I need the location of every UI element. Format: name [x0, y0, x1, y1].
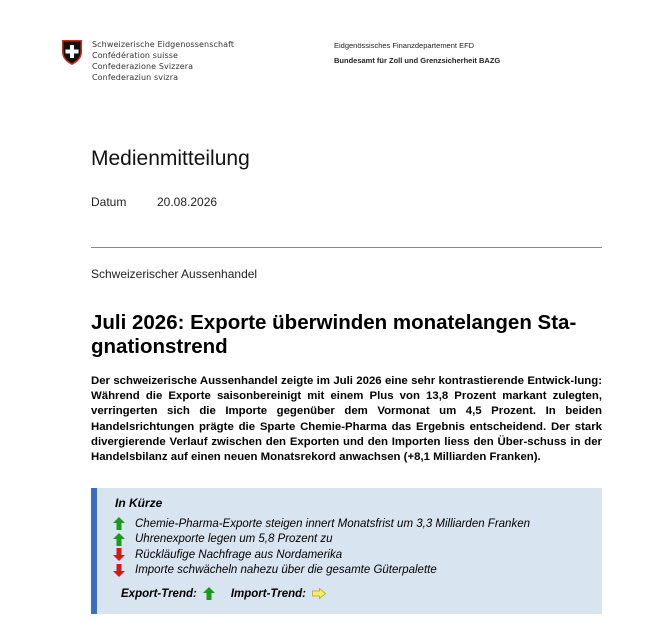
office-name: Bundesamt für Zoll und Grenzsicherheit BAZG	[334, 56, 501, 65]
date-value: 20.08.2026	[157, 195, 218, 209]
date-row	[91, 195, 217, 209]
import-trend-label: Import-Trend:	[230, 587, 306, 600]
trend-row	[121, 587, 326, 600]
lead-paragraph: Der schweizerische Aussenhandel zeigte im Juli 2026 eine sehr kontrastierende Entwick-lung: Während die Exporte saisonbereinigt mit einem Plus von 13,8 Prozent markant zulegten, verringerten sich die Importe gegenüber dem Vormonat um 4,5 Prozent. In beiden Handelsrichtungen prägte die Sparte Chemie-Pharma das Ergebnis entscheidend. Der stark divergierende Verlauf zwischen den Exporten und den Importen liess den Über-schuss in der Handelsbilanz auf einen neuen Monatsrekord anwachsen (+8,1 Milliarden Franken).	[91, 375, 602, 464]
logo-line-rm: Confederaziun svizra	[92, 73, 179, 82]
headline-line-1: Juli 2026: Exporte überwinden monatelangen Sta-	[91, 311, 577, 334]
summary-item	[113, 516, 530, 532]
arrow-down-icon	[113, 548, 135, 561]
summary-accent-bar	[91, 488, 97, 614]
headline-line-2: gnationstrend	[91, 335, 228, 358]
summary-item-text: Importe schwächeln nahezu über die gesamte Güterpalette	[135, 564, 437, 577]
department-name: Eidgenössisches Finanzdepartement EFD	[334, 41, 475, 50]
summary-item	[113, 563, 530, 579]
department-block	[334, 38, 500, 68]
summary-item-text: Chemie-Pharma-Exporte steigen innert Monatsfrist um 3,3 Milliarden Franken	[135, 517, 530, 530]
summary-list	[113, 516, 530, 578]
summary-title: In Kürze	[115, 496, 163, 510]
swiss-shield-icon	[60, 38, 84, 66]
arrow-down-icon	[113, 564, 135, 577]
export-trend-label: Export-Trend:	[121, 587, 197, 600]
arrow-up-icon	[113, 533, 135, 546]
summary-box	[91, 488, 602, 614]
date-label: Datum	[91, 195, 127, 209]
logo-line-fr: Confédération suisse	[92, 51, 179, 60]
export-trend-arrow-up-icon	[203, 587, 215, 600]
logo-text	[92, 39, 234, 83]
summary-item	[113, 532, 530, 548]
section-label: Schweizerischer Aussenhandel	[91, 267, 258, 281]
import-trend-arrow-right-icon	[312, 588, 326, 599]
divider	[91, 247, 602, 248]
logo-line-de: Schweizerische Eidgenossenschaft	[92, 40, 235, 49]
headline	[91, 311, 602, 359]
logo-line-it: Confederazione Svizzera	[92, 62, 194, 71]
summary-item-text: Uhrenexporte legen um 5,8 Prozent zu	[135, 533, 333, 546]
arrow-up-icon	[113, 517, 135, 530]
page-title: Medienmitteilung	[91, 147, 250, 170]
summary-item	[113, 547, 530, 563]
summary-item-text: Rückläufige Nachfrage aus Nordamerika	[135, 548, 343, 561]
